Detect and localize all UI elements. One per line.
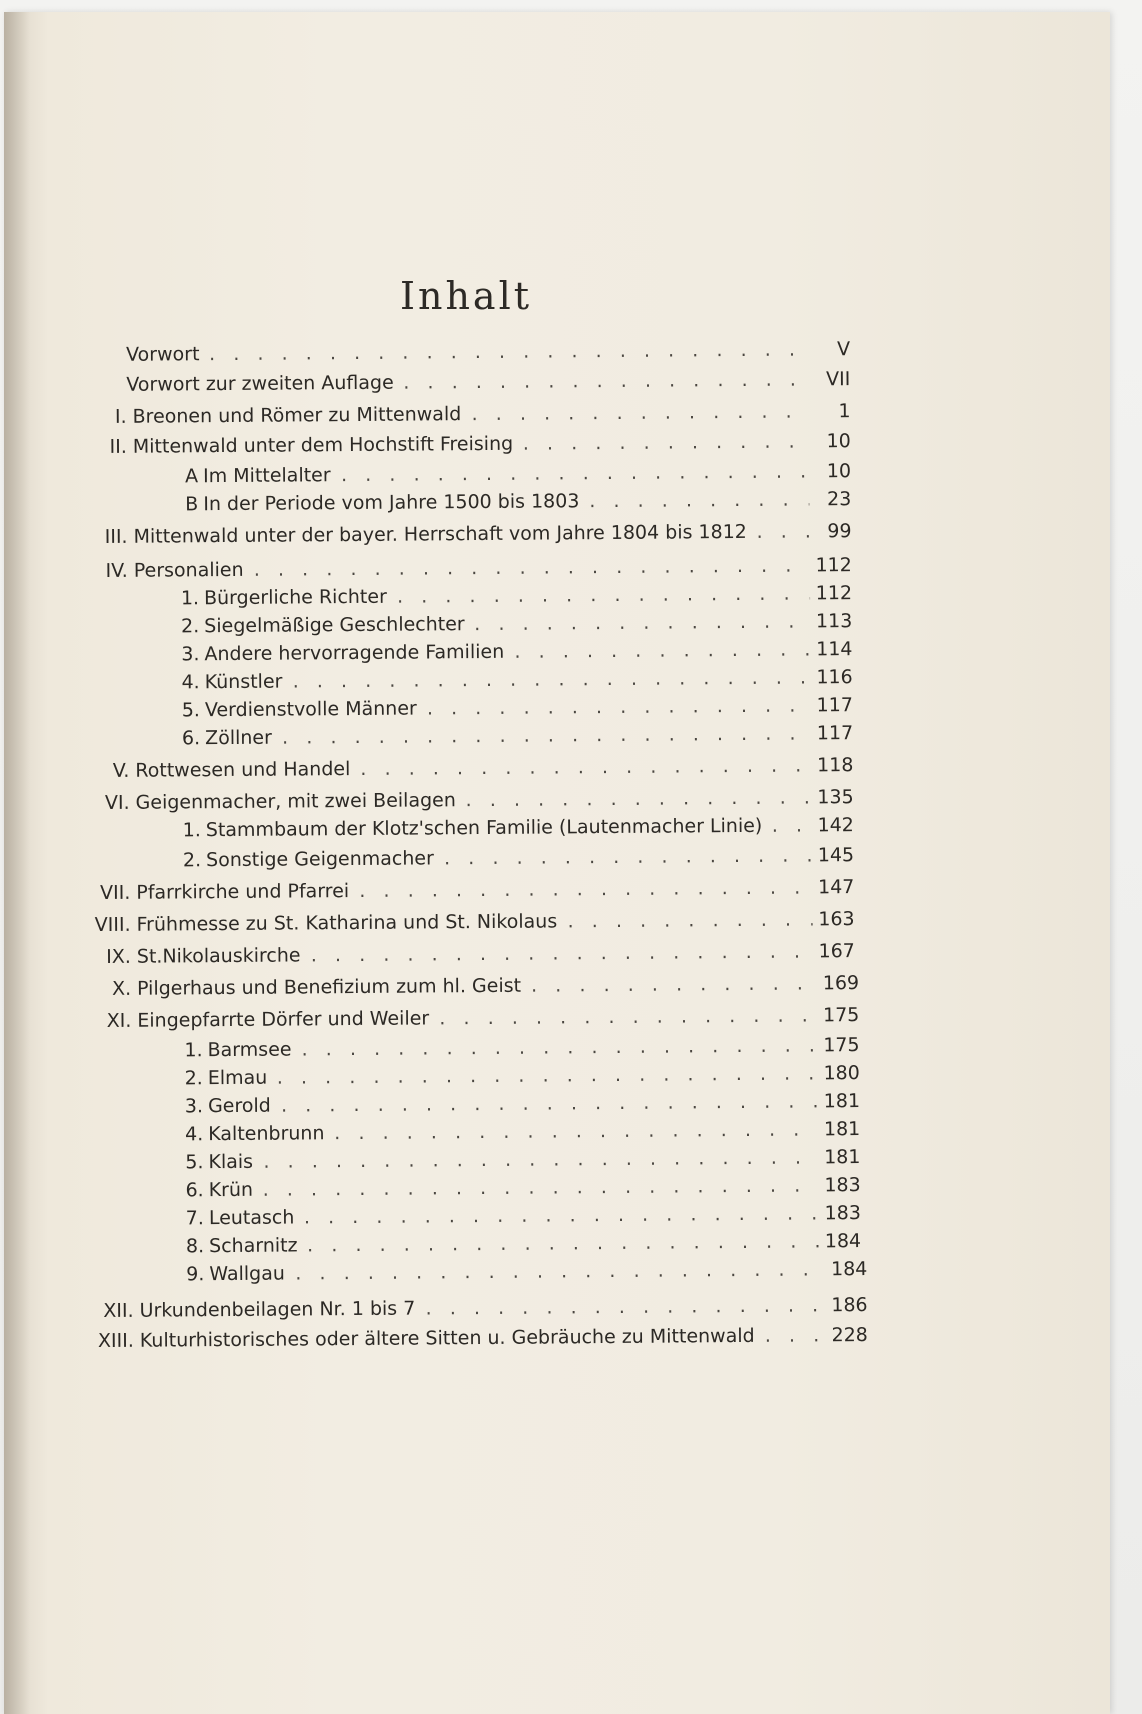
toc-entry-page: 112 [815,554,852,577]
toc-entry-page: 23 [826,488,852,511]
toc-entry [5,968,1142,1003]
toc-entry-page: 183 [824,1174,861,1197]
toc-entry-title: In der Periode vom Jahre 1500 bis 1803 [203,490,580,516]
leader-dots [756,518,809,544]
toc-entry-page: 142 [817,814,854,837]
leader-dots [209,336,808,367]
toc-entry-page: 145 [817,844,855,867]
leader-dots [474,608,810,637]
toc-entry [1,396,1142,431]
toc-entry-page: 167 [818,940,855,963]
toc-entry-number: III. [104,525,128,548]
toc-entry-title: Andere hervorragende Familien [204,640,505,666]
leader-dots [282,720,811,750]
toc-entry [8,1320,1142,1355]
toc-entry-title: Verdienstvolle Männer [204,697,417,722]
leader-dots [523,428,809,456]
toc-entry-title: Gerold [207,1094,271,1118]
toc-entry [4,904,1142,939]
toc-entry [5,936,1142,971]
toc-entry [5,1000,1142,1035]
toc-entry-number: IX. [106,945,131,968]
leader-dots [444,842,812,871]
toc-entry-number: A [184,465,199,488]
leader-dots [471,398,808,427]
toc-entry-number: 3. [184,1095,204,1118]
leader-dots [281,1088,818,1118]
toc-entry-page: 113 [815,610,853,633]
toc-entry [8,1290,1142,1325]
toc-entry [0,364,1142,399]
leader-dots [403,366,808,395]
toc-entry-page: 163 [818,908,855,931]
leader-dots [589,486,809,514]
leader-dots [307,1228,819,1258]
leader-dots [254,552,810,582]
toc-entry-number: 9. [186,1263,205,1286]
toc-entry-page: 116 [816,666,853,689]
toc-entry [4,872,1142,907]
toc-entry-number: 1. [182,819,201,842]
toc-subentry [4,840,1142,875]
toc-entry-title: Elmau [207,1066,268,1090]
leader-dots [341,458,809,488]
toc-entry-title: St.Nikolauskirche [136,944,301,968]
toc-entry-page: 135 [817,786,854,809]
toc-entry [3,750,1142,785]
leader-dots [359,874,812,904]
toc-entry-title: Personalien [133,558,244,582]
toc-entry-title: Eingepfarrte Dörfer und Weiler [137,1007,430,1032]
toc-entry-title: Bürgerliche Richter [203,585,387,610]
toc-entry-number: IV. [105,559,128,582]
toc-entry-number: II. [109,435,127,458]
toc-entry-title: Vorwort zur zweiten Auflage [126,371,394,396]
toc-entry-title: Kaltenbrunn [208,1122,325,1146]
toc-entry-title: Rottwesen und Handel [135,758,351,782]
page-title: Inhalt [399,274,533,318]
toc-entry-page: V [837,338,851,361]
leader-dots [531,970,817,998]
toc-entry-page: 186 [831,1294,868,1317]
toc-entry-title: Mittenwald unter dem Hochstift Freising [132,432,514,458]
toc-entry-number: 2. [181,615,200,638]
toc-entry-title: Frühmesse zu St. Katharina und St. Nikolaus [136,910,558,936]
toc-entry [1,426,1142,461]
leader-dots [304,1200,819,1230]
toc-entry-number: 1. [180,587,200,610]
toc-entry-number: VIII. [94,913,131,937]
toc-entry-page: 99 [827,520,852,543]
toc-entry-title: Krün [208,1178,254,1202]
toc-entry-title: Leutasch [208,1206,295,1230]
toc-entry-page: 169 [822,972,860,995]
toc-entry-number: VII. [100,881,131,905]
toc-entry-number: 3. [181,643,200,666]
leader-dots [426,1292,826,1321]
leader-dots [263,1172,819,1202]
toc-entry-number: 4. [185,1123,204,1146]
toc-entry-number: 1. [184,1039,203,1062]
toc-entry-title: Wallgau [209,1262,285,1286]
toc-entry-title: Stammbaum der Klotz'schen Familie (Lautenmacher Linie) [205,814,763,842]
toc-entry-number: 8. [185,1235,205,1258]
toc-entry-title: Pilgerhaus und Benefizium zum hl. Geist [137,974,522,1000]
leader-dots [277,1060,818,1090]
toc-entry-title: Geigenmacher, mit zwei Beilagen [135,789,456,814]
toc-entry-page: 10 [826,460,852,483]
toc-entry-title: Pfarrkirche und Pfarrei [136,880,350,904]
toc-entry-title: Scharnitz [209,1234,298,1258]
toc-entry-number: XIII. [97,1329,134,1353]
toc-entry-number: XI. [106,1009,132,1032]
toc-entry-number: 2. [182,849,202,872]
toc-entry-number: 5. [185,1151,204,1174]
toc-entry-page: 181 [824,1146,861,1169]
leader-dots [295,1256,825,1286]
toc-entry-title: Vorwort [126,343,200,366]
toc-entry-number: 2. [184,1067,203,1090]
toc-entry-page: 181 [823,1090,861,1113]
toc-entry-title: Urkundenbeilagen Nr. 1 bis 7 [139,1297,416,1322]
toc-entry-page: 228 [831,1324,868,1347]
toc-entry-page: 117 [816,722,854,745]
toc-entry-page: 175 [822,1004,860,1027]
leader-dots [466,784,812,813]
toc-entry [0,334,1142,369]
toc-entry-number: 4. [181,671,200,694]
leader-dots [311,938,813,968]
leader-dots [301,1032,817,1062]
toc-entry-title: Barmsee [207,1038,292,1062]
toc-entry-page: 184 [824,1230,862,1253]
toc-entry-page: 175 [823,1034,860,1057]
leader-dots [360,752,811,782]
toc-entry-page: 10 [826,430,851,453]
toc-entry-page: 1 [838,400,851,423]
toc-entry-title: Klais [208,1150,254,1174]
toc-entry-page: 114 [816,638,853,661]
toc-entry [1,516,1142,551]
leader-dots [567,906,812,934]
toc-entry-title: Kulturhistorisches oder ältere Sitten u. Gebräuche zu Mittenwald [139,1324,755,1352]
toc-entry-number: X. [111,977,132,1000]
toc-entry-page: 183 [824,1202,861,1225]
toc-entry-page: 147 [817,876,855,899]
toc-entry-number: 6. [185,1179,204,1202]
toc-entry-page: VII [826,368,851,391]
toc-entry-title: Zöllner [205,726,272,750]
leader-dots [263,1144,818,1174]
leader-dots [334,1116,818,1146]
leader-dots [427,692,811,721]
toc-entry-title: Mittenwald unter der bayer. Herrschaft vom Jahre 1804 bis 1812 [133,520,747,548]
toc-entry-title: Im Mittelalter [202,464,331,488]
toc-entry-page: 118 [817,754,854,777]
toc-entry-page: 181 [823,1118,861,1141]
leader-dots [765,1322,826,1348]
leader-dots [772,812,812,838]
toc-entry-number: V. [112,759,130,782]
leader-dots [514,636,810,664]
leader-dots [397,580,810,609]
toc-entry-page: 117 [816,694,853,717]
toc-entry-page: 184 [830,1258,868,1281]
toc-entry-page: 180 [823,1062,860,1085]
toc-entry-number: B [185,493,199,516]
toc-entry-number: I. [114,405,127,428]
toc-entry-page: 112 [815,582,853,605]
toc-entry-number: 5. [181,699,200,722]
toc-entry-number: 6. [181,727,201,750]
leader-dots [439,1002,817,1031]
toc-entry-number: 7. [185,1207,204,1230]
toc-entry-number: XII. [103,1299,134,1323]
toc-entry-title: Künstler [204,670,283,694]
leader-dots [293,664,811,694]
toc-entry-title: Siegelmäßige Geschlechter [204,613,465,638]
toc-entry-title: Sonstige Geigenmacher [206,847,434,872]
toc-entry-number: VI. [104,791,130,814]
toc-entry-title: Breonen und Römer zu Mittenwald [132,403,462,428]
